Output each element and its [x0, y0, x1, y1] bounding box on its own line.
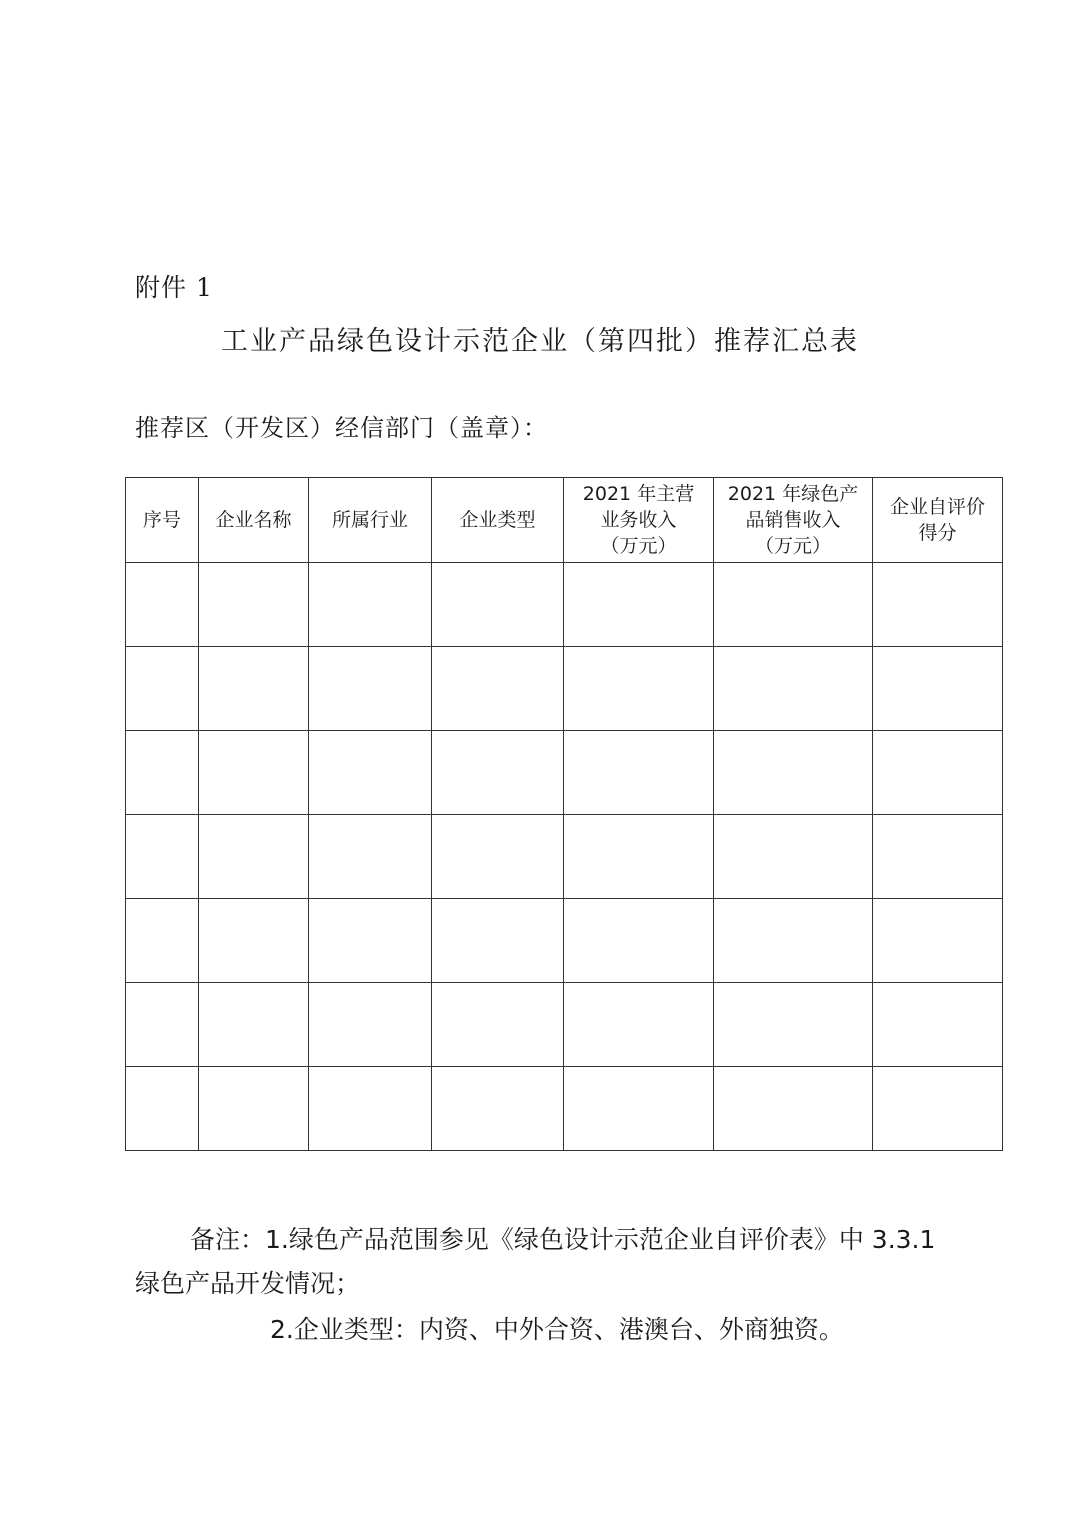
table-cell[interactable]: [432, 731, 564, 815]
table-cell[interactable]: [309, 815, 432, 899]
table-cell[interactable]: [873, 647, 1003, 731]
table-cell[interactable]: [873, 983, 1003, 1067]
table-cell[interactable]: [564, 731, 714, 815]
table-row: [126, 647, 1003, 731]
note-2: 2.企业类型：内资、中外合资、港澳台、外商独资。: [270, 1315, 844, 1344]
table-row: [126, 815, 1003, 899]
table-cell[interactable]: [432, 647, 564, 731]
table-cell[interactable]: [564, 563, 714, 647]
note-1: 备注：1.绿色产品范围参见《绿色设计示范企业自评价表》中 3.3.1 绿色产品开发情况；: [135, 1225, 936, 1298]
table-cell[interactable]: [309, 563, 432, 647]
table-cell[interactable]: [199, 563, 309, 647]
table-cell[interactable]: [126, 899, 199, 983]
table-header-row: [126, 478, 1003, 563]
table-cell[interactable]: [564, 899, 714, 983]
table-cell[interactable]: [309, 983, 432, 1067]
table-cell[interactable]: [714, 899, 873, 983]
summary-table: [125, 477, 1003, 1151]
table-cell[interactable]: [309, 647, 432, 731]
table-cell[interactable]: [199, 899, 309, 983]
table-cell[interactable]: [873, 1067, 1003, 1151]
table-cell[interactable]: [432, 983, 564, 1067]
table-cell[interactable]: [309, 899, 432, 983]
table-cell[interactable]: [126, 647, 199, 731]
attachment-label: 附件 1: [135, 273, 213, 302]
header-company-name: 企业名称: [199, 478, 309, 563]
table-cell[interactable]: [873, 815, 1003, 899]
table-cell[interactable]: [714, 731, 873, 815]
header-self-evaluation-score: 企业自评价 得分: [873, 478, 1003, 563]
table-cell[interactable]: [309, 1067, 432, 1151]
table-cell[interactable]: [714, 815, 873, 899]
table-cell[interactable]: [199, 647, 309, 731]
table-row: [126, 731, 1003, 815]
table-cell[interactable]: [126, 983, 199, 1067]
table-cell[interactable]: [714, 1067, 873, 1151]
header-green-product-revenue: 2021 年绿色产 品销售收入 （万元）: [714, 478, 873, 563]
table-cell[interactable]: [126, 731, 199, 815]
header-main-business-revenue: 2021 年主营 业务收入 （万元）: [564, 478, 714, 563]
table-cell[interactable]: [564, 1067, 714, 1151]
table-cell[interactable]: [714, 563, 873, 647]
table-cell[interactable]: [714, 647, 873, 731]
table-cell[interactable]: [199, 815, 309, 899]
header-industry: 所属行业: [309, 478, 432, 563]
table-cell[interactable]: [714, 983, 873, 1067]
table-cell[interactable]: [432, 1067, 564, 1151]
table-cell[interactable]: [199, 1067, 309, 1151]
table-cell[interactable]: [873, 563, 1003, 647]
table-row: [126, 899, 1003, 983]
recommend-department-line: 推荐区（开发区）经信部门（盖章）：: [135, 414, 548, 442]
table-cell[interactable]: [873, 731, 1003, 815]
table-cell[interactable]: [564, 983, 714, 1067]
table-cell[interactable]: [432, 563, 564, 647]
table-cell[interactable]: [126, 815, 199, 899]
table-row: [126, 563, 1003, 647]
header-serial-number: 序号: [126, 478, 199, 563]
table-body: [126, 563, 1003, 1151]
table-cell[interactable]: [199, 731, 309, 815]
table-cell[interactable]: [126, 563, 199, 647]
table-row: [126, 1067, 1003, 1151]
table-cell[interactable]: [432, 815, 564, 899]
table-cell[interactable]: [199, 983, 309, 1067]
table-cell[interactable]: [432, 899, 564, 983]
table-row: [126, 983, 1003, 1067]
table-cell[interactable]: [873, 899, 1003, 983]
page-title: 工业产品绿色设计示范企业（第四批）推荐汇总表: [221, 326, 859, 357]
notes-section: [135, 1218, 955, 1352]
table-cell[interactable]: [564, 647, 714, 731]
table-cell[interactable]: [564, 815, 714, 899]
table-cell[interactable]: [309, 731, 432, 815]
header-company-type: 企业类型: [432, 478, 564, 563]
table-cell[interactable]: [126, 1067, 199, 1151]
